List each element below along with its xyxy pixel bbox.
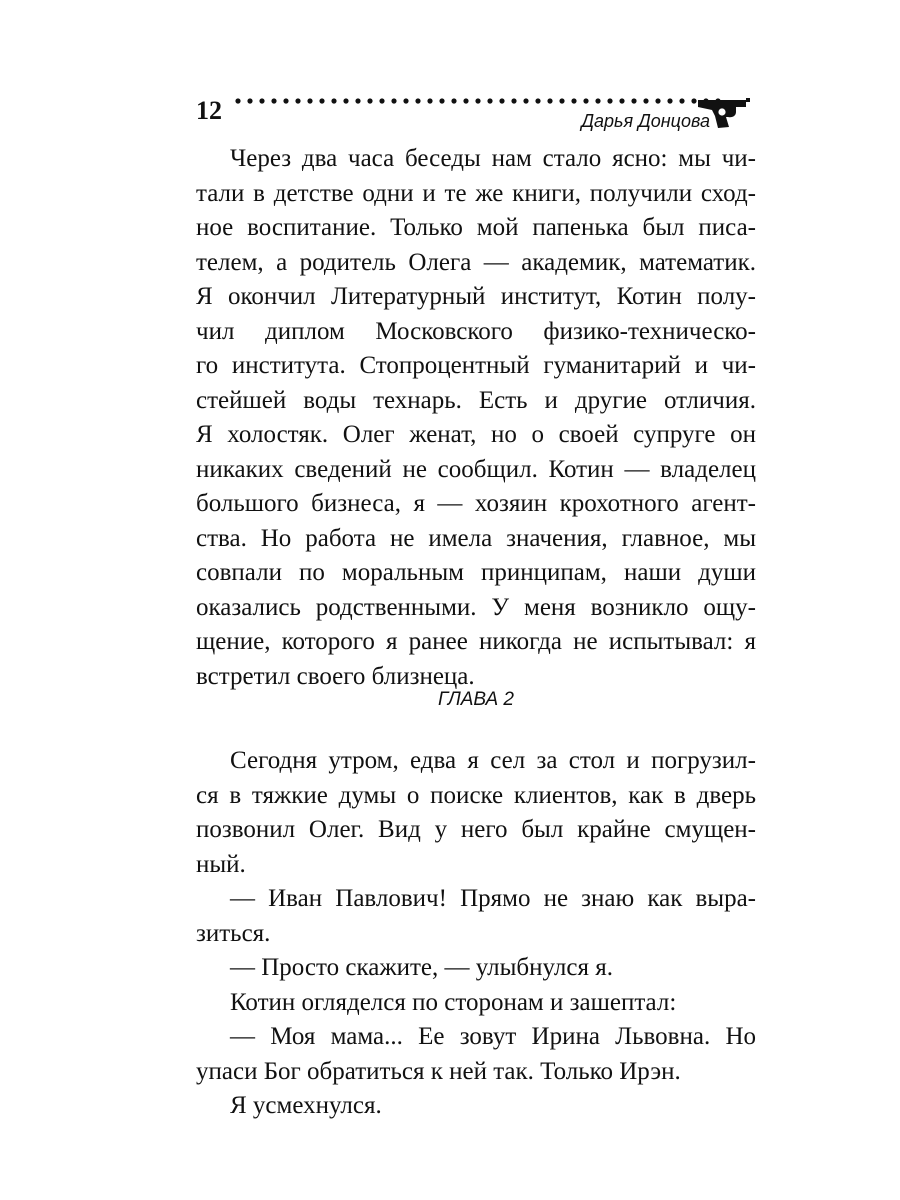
text-line: встретил своего близнеца. (196, 662, 475, 690)
text-line: Котин огляделся по сторонам и зашептал: (230, 988, 677, 1016)
text-line: — Моя мама... Ее зовут Ирина Львовна. Но (230, 1023, 756, 1050)
text-line: Через два часа беседы нам стало ясно: мы чи- (230, 145, 756, 172)
text-line: Я усмехнулся. (230, 1092, 382, 1119)
text-line: Сегодня утром, едва я сел за стол и погрузил- (230, 747, 756, 774)
text-line: Я холостяк. Олег женат, но о своей супруге он (196, 421, 756, 448)
text-line: никаких сведений не сообщил. Котин — владелец (196, 455, 756, 483)
text-line: стейшей воды технарь. Есть и другие отличия. (196, 386, 756, 414)
text-line: тали в детстве одни и те же книги, получили сход- (196, 179, 756, 207)
text-line: ся в тяжкие думы о поиске клиентов, как в дверь (196, 781, 756, 809)
text-line: оказались родственными. У меня возникло ощу- (196, 593, 756, 621)
author-name: Дарья Донцова (581, 111, 710, 131)
text-line: щение, которого я ранее никогда не испытывал: я (196, 628, 756, 655)
text-line: Я окончил Литературный институт, Котин полу- (196, 283, 756, 310)
text-line: ства. Но работа не имела значения, главное, мы (196, 524, 756, 552)
text-line: чил диплом Московского физико-техническо- (196, 317, 756, 345)
text-line: ное воспитание. Только мой папенька был писа- (196, 214, 756, 241)
chapter-title: ГЛАВА 2 (438, 689, 514, 710)
paragraph-1 (196, 142, 756, 694)
page-number: 12 (196, 96, 222, 125)
running-header (196, 92, 756, 136)
text-line: упаси Бог обратиться к ней так. Только Ирэн. (196, 1057, 681, 1085)
text-line: совпали по моральным принципам, наши души (196, 559, 756, 586)
text-line: телем, а родитель Олега — академик, математик. (196, 248, 756, 276)
text-line: большого бизнеса, я — хозяин крохотного агент- (196, 490, 756, 517)
text-line: го института. Стопроцентный гуманитарий и чи- (196, 352, 756, 379)
dotted-rule (234, 92, 726, 106)
text-line: зиться. (196, 919, 271, 947)
text-line: позвонил Олег. Вид у него был крайне смущен- (196, 816, 756, 843)
paragraph-2 (196, 744, 756, 1124)
text-line: — Просто скажите, — улыбнулся я. (230, 954, 613, 981)
text-line: ный. (196, 850, 246, 878)
text-line: — Иван Павлович! Прямо не знаю как выра- (230, 885, 756, 912)
